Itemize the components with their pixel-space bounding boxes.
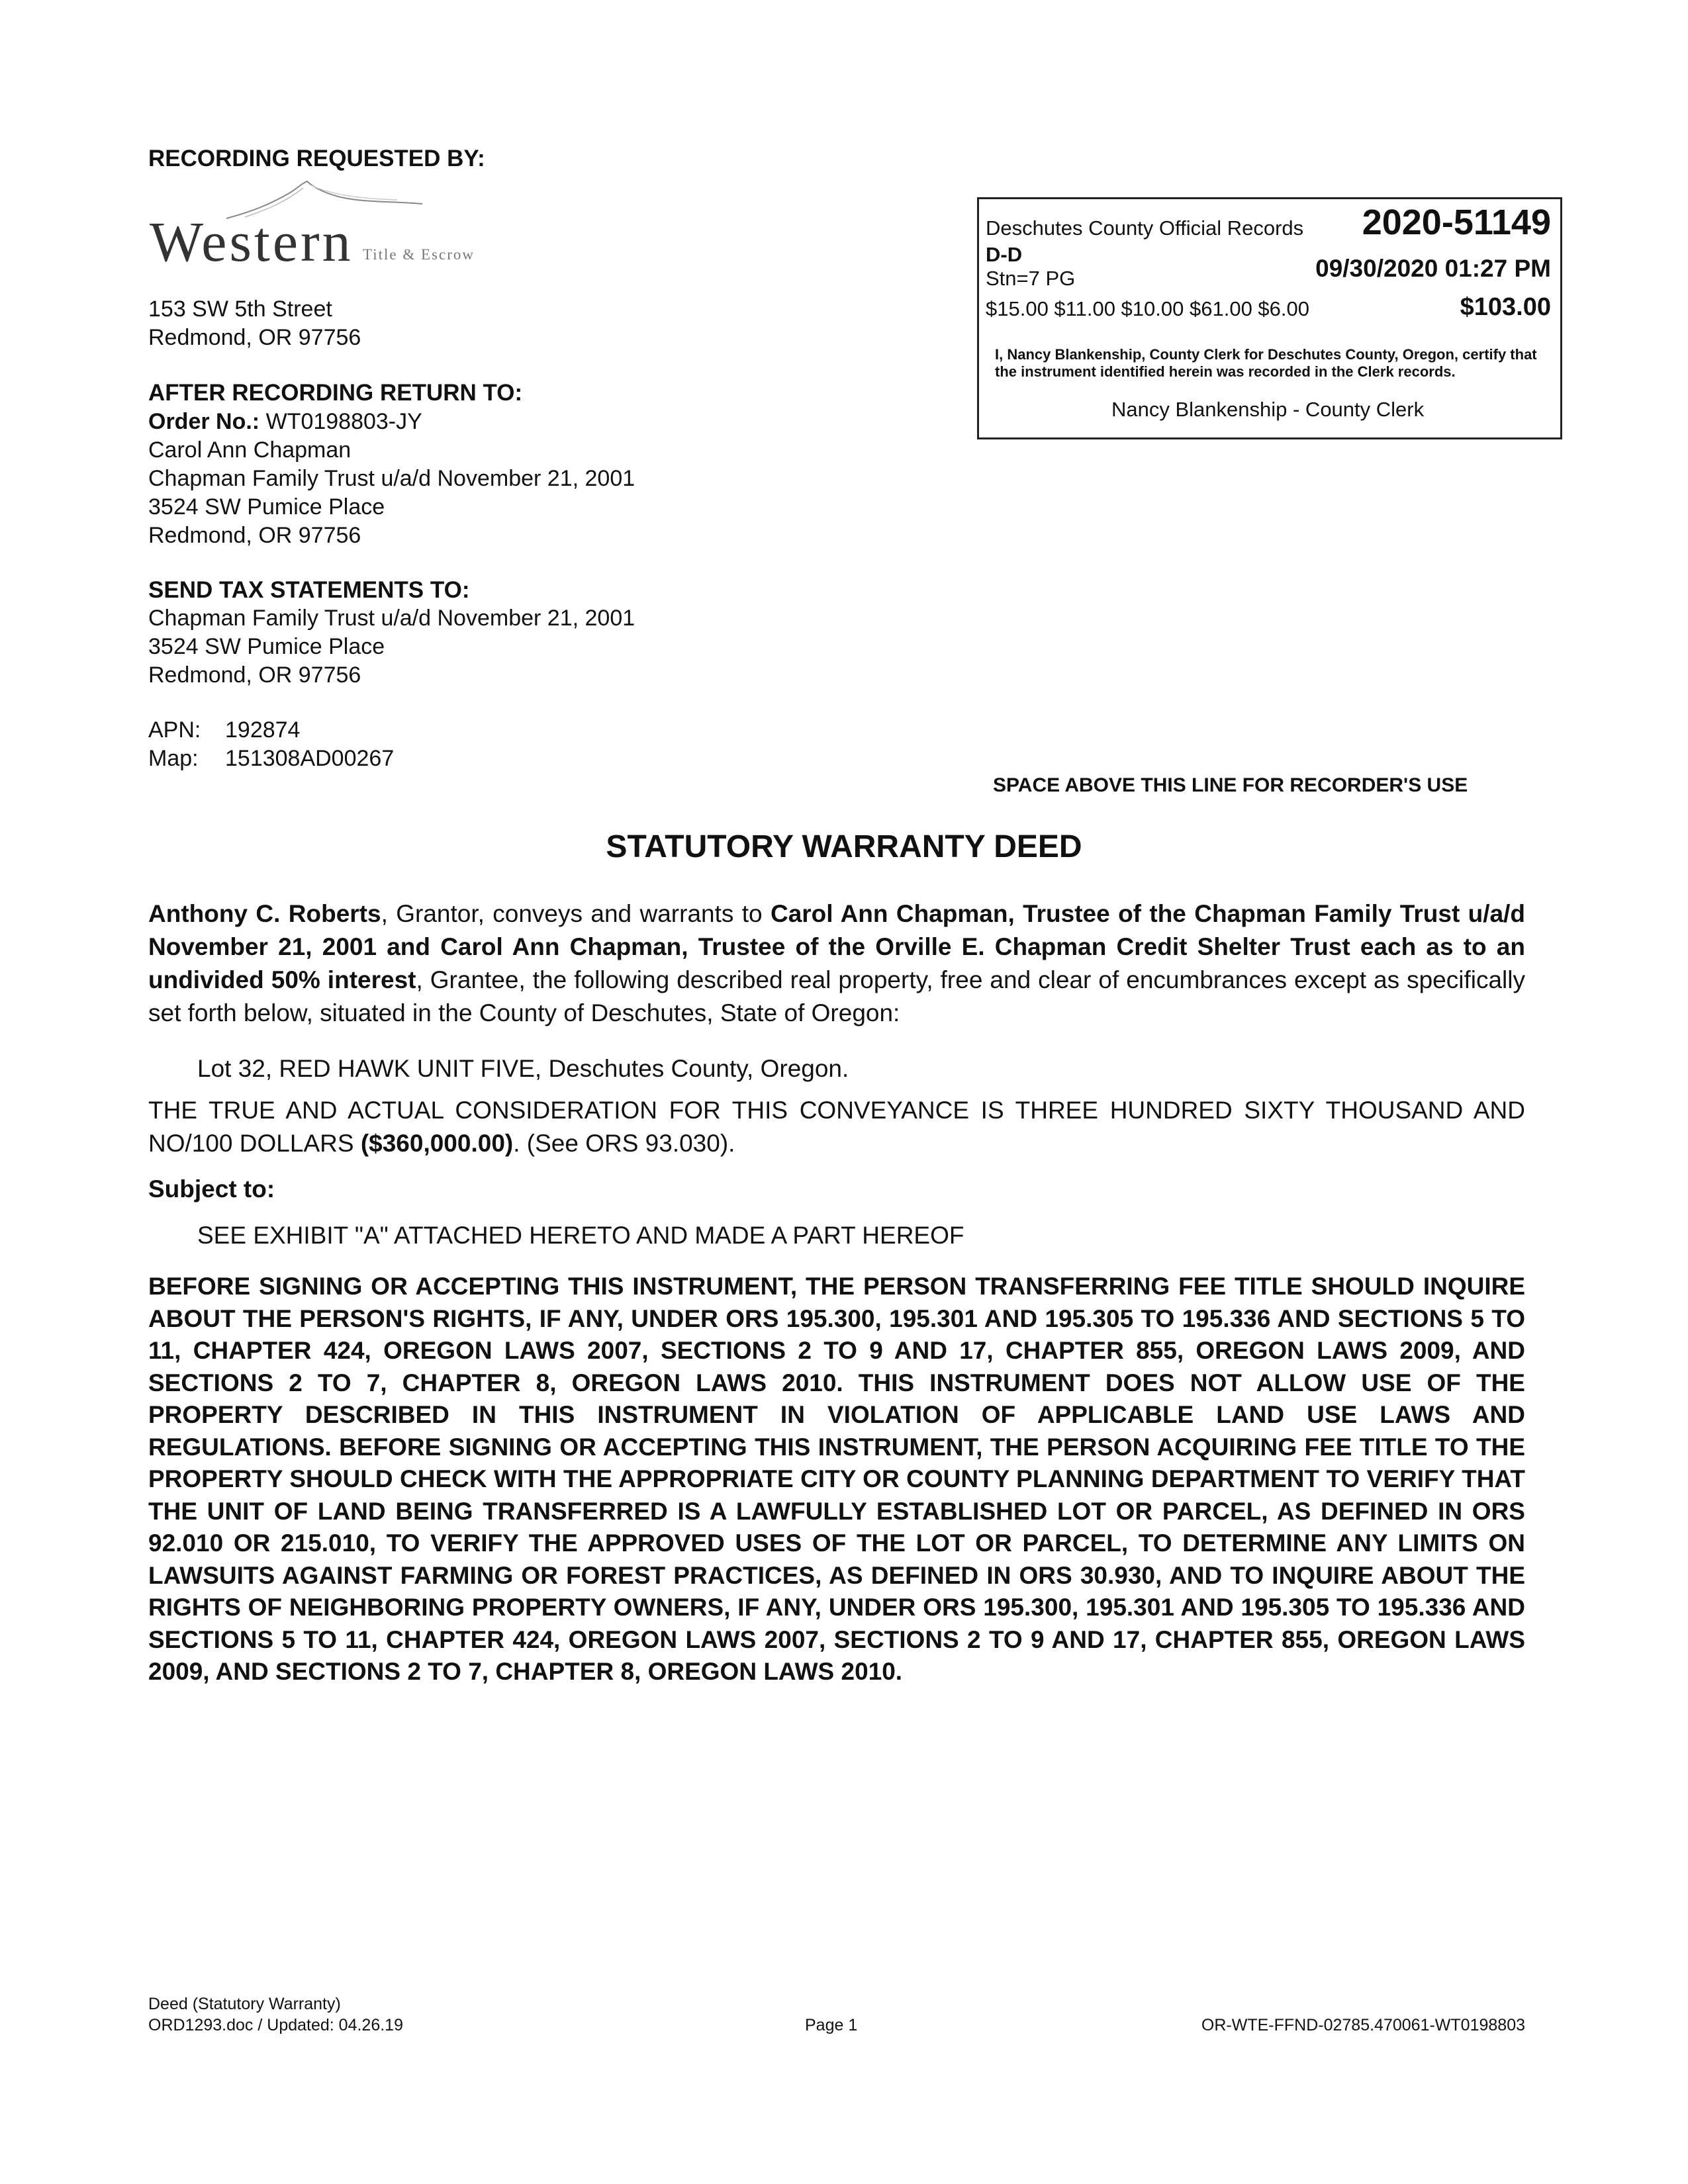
grantor-text: , Grantor, conveys and warrants to (381, 900, 771, 927)
recording-total: $103.00 (1460, 293, 1551, 321)
recorder-office: Deschutes County Official Records (986, 216, 1304, 240)
land-use-warning: BEFORE SIGNING OR ACCEPTING THIS INSTRUMENT, THE PERSON TRANSFERRING FEE TITLE SHOULD INQUIRE ABOUT THE PERSON'S RIGHTS, IF ANY, UNDER ORS 195.300, 195.301 AND 195.305 TO 195.336 AND SECTIONS 5 TO 11, CHAPTER 424, OREGON LAWS 2007, SECTIONS 2 TO 9 AND 17, CHAPTER 855, OREGON LAWS 2009, AND SECTIONS 2 TO 7, CHAPTER 8, OREGON LAWS 2010. THIS INSTRUMENT DOES NOT ALLOW USE OF THE PROPERTY DESCRIBED IN THIS INSTRUMENT IN VIOLATION OF APPLICABLE LAND USE LAWS AND REGULATIONS. BEFORE SIGNING OR ACCEPTING THIS INSTRUMENT, THE PERSON ACQUIRING FEE TITLE TO THE PROPERTY SHOULD CHECK WITH THE APPROPRIATE CITY OR COUNTY PLANNING DEPARTMENT TO VERIFY THAT THE UNIT OF LAND BEING TRANSFERRED IS A LAWFULLY ESTABLISHED LOT OR PARCEL, AS DEFINED IN ORS 92.010 OR 215.010, TO VERIFY THE APPROVED USES OF THE LOT OR PARCEL, TO DETERMINE ANY LIMITS ON LAWSUITS AGAINST FARMING OR FOREST PRACTICES, AS DEFINED IN ORS 30.930, AND TO INQUIRE ABOUT THE RIGHTS OF NEIGHBORING PROPERTY OWNERS, IF ANY, UNDER ORS 195.300, 195.301 AND 195.305 TO 195.336 AND SECTIONS 5 TO 11, CHAPTER 424, OREGON LAWS 2007, SECTIONS 2 TO 9 AND 17, CHAPTER 855, OREGON LAWS 2009, AND SECTIONS 2 TO 7, CHAPTER 8, OREGON LAWS 2010. (148, 1273, 1525, 1685)
apn-label: APN: (148, 717, 201, 743)
tax-statements-label: SEND TAX STATEMENTS TO: (148, 577, 470, 603)
recorded-datetime: 09/30/2020 01:27 PM (1315, 255, 1551, 282)
grantee-text: , Grantee, the following described real property, free and clear of encumbrances except as specifically set forth below, situated in the County of Deschutes, State of Oregon: (148, 966, 1525, 1026)
apn-value: 192874 (225, 717, 301, 743)
map-label: Map: (148, 746, 199, 771)
subject-to-label: Subject to: (148, 1175, 275, 1203)
company-logo-subtitle: Title & Escrow (363, 246, 475, 263)
order-number-label: Order No.: (148, 409, 260, 434)
record-number: 2020-51149 (1362, 203, 1551, 242)
consideration-paragraph (148, 1094, 1525, 1160)
doc-type: D-D (986, 243, 1023, 266)
tax-statements-line: 3524 SW Pumice Place (148, 634, 385, 659)
recording-fees: $15.00 $11.00 $10.00 $61.00 $6.00 (986, 297, 1309, 320)
order-number-value: WT0198803-JY (265, 409, 422, 434)
page-number: Page 1 (805, 2016, 858, 2034)
exhibit-reference: SEE EXHIBIT "A" ATTACHED HERETO AND MADE A PART HEREOF (197, 1222, 964, 1249)
recorder-use-line: SPACE ABOVE THIS LINE FOR RECORDER'S USE (993, 774, 1468, 796)
legal-description: Lot 32, RED HAWK UNIT FIVE, Deschutes County, Oregon. (197, 1055, 849, 1082)
consideration-text: THE TRUE AND ACTUAL CONSIDERATION FOR THIS CONVEYANCE IS THREE HUNDRED SIXTY THOUSAND AND NO/100 DOLLARS (148, 1097, 1525, 1157)
tax-statements-line: Chapman Family Trust u/a/d November 21, 2001 (148, 606, 635, 631)
return-to-line: Redmond, OR 97756 (148, 523, 361, 548)
return-to-line: 3524 SW Pumice Place (148, 494, 385, 520)
recording-requested-label: RECORDING REQUESTED BY: (148, 146, 485, 171)
return-to-label: AFTER RECORDING RETURN TO: (148, 380, 523, 406)
footer-doc-code: OR-WTE-FFND-02785.470061-WT0198803 (1201, 2016, 1525, 2034)
station: Stn=7 PG (986, 267, 1076, 290)
consideration-reference: . (See ORS 93.030). (513, 1130, 735, 1157)
order-number (148, 408, 422, 436)
clerk-certification: I, Nancy Blankenship, County Clerk for Deschutes County, Oregon, certify that the instrument identified herein was recorded in the Clerk records. (995, 346, 1537, 380)
return-to-line: Carol Ann Chapman (148, 437, 352, 463)
consideration-amount: ($360,000.00) (360, 1130, 514, 1157)
company-address-line: 153 SW 5th Street (148, 296, 332, 322)
footer-form-name: Deed (Statutory Warranty) (148, 1995, 341, 2013)
map-value: 151308AD00267 (225, 746, 395, 771)
grantee-name: Carol Ann Chapman, Trustee of the Chapman Family Trust u/a/d November 21, 2001 and Carol Ann Chapman, Trustee of the Orville E. Chapman Credit Shelter Trust each as to an undivided 50% interest (148, 900, 1525, 993)
clerk-signature: Nancy Blankenship - County Clerk (1111, 398, 1425, 421)
return-to-line: Chapman Family Trust u/a/d November 21, 2001 (148, 466, 635, 491)
company-address-line: Redmond, OR 97756 (148, 325, 361, 350)
conveyance-paragraph (148, 897, 1525, 1030)
grantor-name: Anthony C. Roberts (148, 900, 381, 927)
footer-form-file: ORD1293.doc / Updated: 04.26.19 (148, 2016, 403, 2034)
recorder-stamp-box (977, 197, 1562, 439)
document-title: STATUTORY WARRANTY DEED (606, 829, 1082, 864)
tax-statements-line: Redmond, OR 97756 (148, 662, 361, 688)
company-logo: Western (150, 210, 353, 273)
